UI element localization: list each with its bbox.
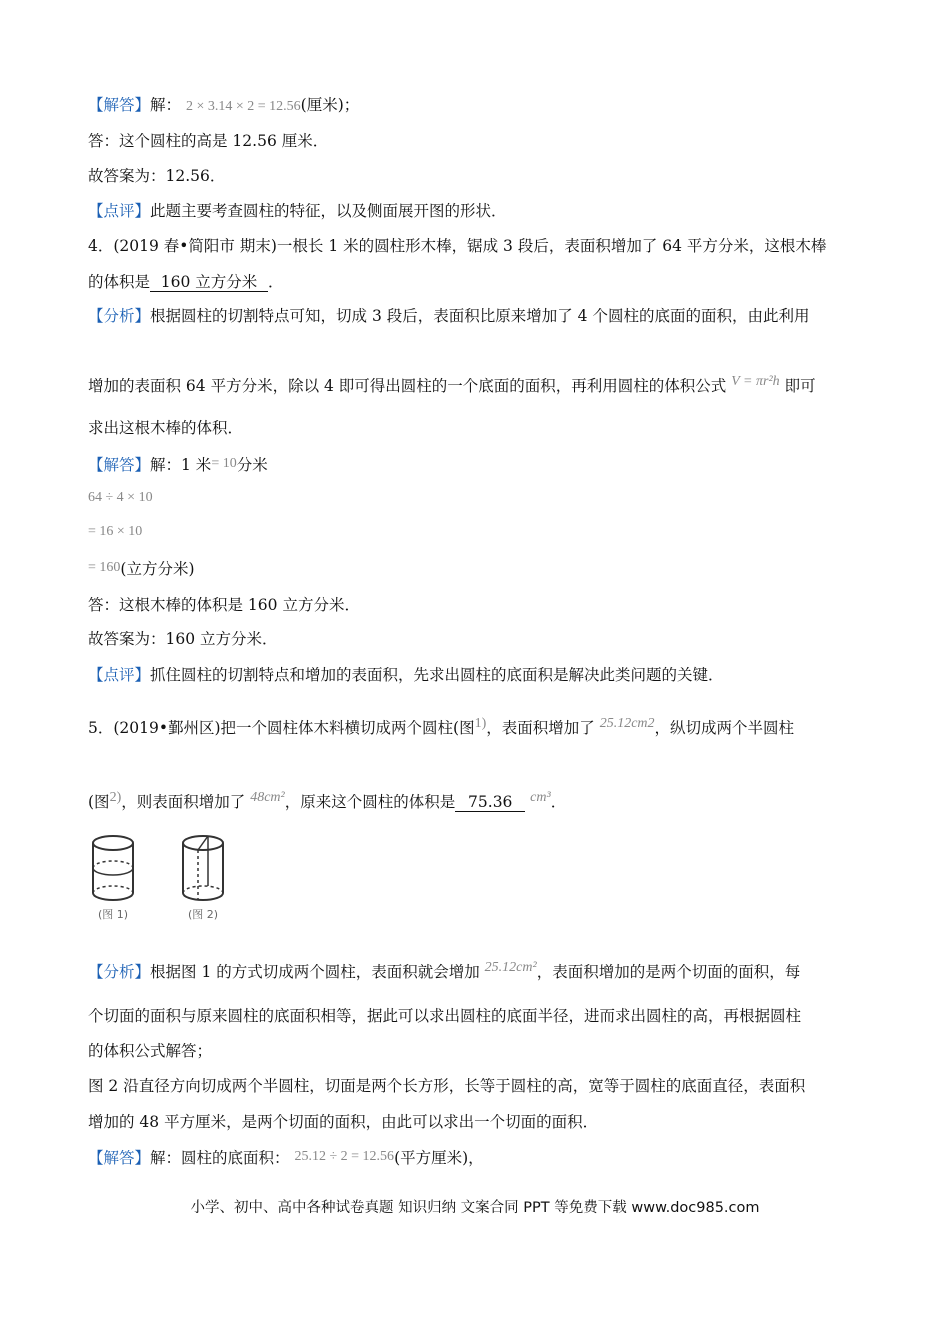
- analysis-text: 根据图 1 的方式切成两个圆柱，表面积就会增加: [150, 963, 480, 981]
- analysis-5-line-4: 图 2 沿直径方向切成两个半圆柱，切面是两个长方形，长等于圆柱的高，宽等于圆柱的底面直径，表面积: [88, 1077, 806, 1095]
- analysis-text: 根据圆柱的切割特点可知，切成 3 段后，表面积比原来增加了 4 个圆柱的底面的面积，由此利用: [150, 307, 810, 325]
- question-5-line-2: [88, 788, 566, 812]
- solution-tag: 【解答】: [88, 1149, 151, 1167]
- formula: 48cm²: [250, 790, 285, 805]
- question-text: ，则表面积增加了: [121, 793, 246, 811]
- unit-text: (厘米)；: [300, 96, 360, 114]
- answer-line: [88, 95, 359, 117]
- analysis-text: ，表面积增加的是两个切面的面积，每: [536, 963, 801, 981]
- question-text: ，纵切成两个半圆柱: [654, 719, 795, 737]
- footer-text: 小学、初中、高中各种试卷真题 知识归纳 文案合同 PPT 等免费下载 www.doc985.com: [190, 1200, 760, 1216]
- formula: 2 × 3.14 × 2 = 12.56: [185, 99, 301, 114]
- comment-text: 此题主要考查圆柱的特征，以及侧面展开图的形状．: [150, 202, 507, 220]
- figure-1-caption: (图 1): [97, 908, 129, 921]
- unit-text: (立方分米): [120, 560, 195, 578]
- analysis-5-line-3: 的体积公式解答；: [88, 1042, 213, 1060]
- formula: 1): [474, 716, 487, 731]
- answer-blank: 75.36: [455, 793, 525, 812]
- question-5-line-1: [88, 714, 794, 738]
- analysis-5-line-1: [88, 958, 800, 982]
- final-answer: 故答案为：160 立方分米．: [88, 630, 278, 648]
- final-answer: 故答案为：12.56．: [88, 167, 226, 185]
- answer-text: 解：: [150, 96, 182, 114]
- solution-text: 解：圆柱的底面积：: [150, 1149, 290, 1167]
- analysis-line-1: [88, 306, 809, 326]
- question-text: ，表面积增加了: [486, 719, 595, 737]
- cylinder-figure-2: [183, 836, 223, 900]
- formula: 25.12cm2: [599, 716, 655, 731]
- formula: 2): [109, 790, 122, 805]
- volume-formula: V = πr²h: [731, 374, 780, 389]
- analysis-text: 即可: [784, 377, 816, 395]
- period: ．: [550, 793, 567, 811]
- calc-step-3: [88, 558, 195, 579]
- analysis-line-3: 求出这根木棒的体积．: [88, 419, 244, 437]
- unit-text: (平方厘米)，: [394, 1149, 484, 1167]
- solution-5-line-1: [88, 1147, 484, 1168]
- question-text: (图: [88, 793, 110, 811]
- answer-blank: 160 立方分米: [150, 273, 268, 292]
- comment-line: [88, 201, 507, 221]
- period: ．: [268, 273, 284, 291]
- analysis-5-line-5: 增加的 48 平方厘米，是两个切面的面积，由此可以求出一个切面的面积．: [88, 1113, 599, 1131]
- solution-tag: 【解答】: [88, 456, 151, 474]
- formula: = 10: [211, 456, 237, 471]
- analysis-line-2: [88, 372, 816, 396]
- formula: 25.12cm²: [484, 960, 537, 975]
- comment-line: [88, 665, 724, 685]
- comment-text: 抓住圆柱的切割特点和增加的表面积，先求出圆柱的底面积是解决此类问题的关键．: [150, 666, 724, 684]
- solution-line-1: [88, 454, 268, 475]
- question-text: ，原来这个圆柱的体积是: [284, 793, 456, 811]
- solution-text: 解：1 米: [150, 456, 212, 474]
- comment-tag: 【点评】: [88, 666, 151, 684]
- cylinder-figures: [88, 828, 238, 924]
- figure-2-caption: (图 2): [187, 908, 219, 921]
- question-4-line-2: [88, 272, 284, 292]
- answer-tag: 【解答】: [88, 96, 151, 114]
- calc-step-2: = 16 × 10: [88, 524, 143, 539]
- solution-text: 分米: [236, 456, 268, 474]
- analysis-5-line-2: 个切面的面积与原来圆柱的底面积相等，据此可以求出圆柱的底面半径，进而求出圆柱的高，再根据圆柱: [88, 1007, 802, 1025]
- question-text: 的体积是: [88, 273, 151, 291]
- cylinder-figure-1: [93, 836, 133, 900]
- formula: = 160: [88, 560, 121, 575]
- answer-statement: 答：这根木棒的体积是 160 立方分米．: [88, 596, 360, 614]
- formula: 25.12 ÷ 2 = 12.56: [294, 1149, 395, 1164]
- question-text: 5．(2019•鄞州区)把一个圆柱体木料横切成两个圆柱(图: [88, 719, 475, 737]
- question-4-line-1: 4．(2019 春•简阳市 期末)一根长 1 米的圆柱形木棒，锯成 3 段后，表面积增加了 64 平方分米，这根木棒: [88, 237, 827, 255]
- unit-formula: cm³: [530, 790, 551, 805]
- calc-step-1: 64 ÷ 4 × 10: [88, 490, 153, 505]
- answer-statement: 答：这个圆柱的高是 12.56 厘米．: [88, 132, 329, 150]
- analysis-text: 增加的表面积 64 平方分米，除以 4 即可得出圆柱的一个底面的面积，再利用圆柱的体积公式: [88, 377, 727, 395]
- comment-tag: 【点评】: [88, 202, 151, 220]
- analysis-tag: 【分析】: [88, 307, 151, 325]
- analysis-tag: 【分析】: [88, 963, 151, 981]
